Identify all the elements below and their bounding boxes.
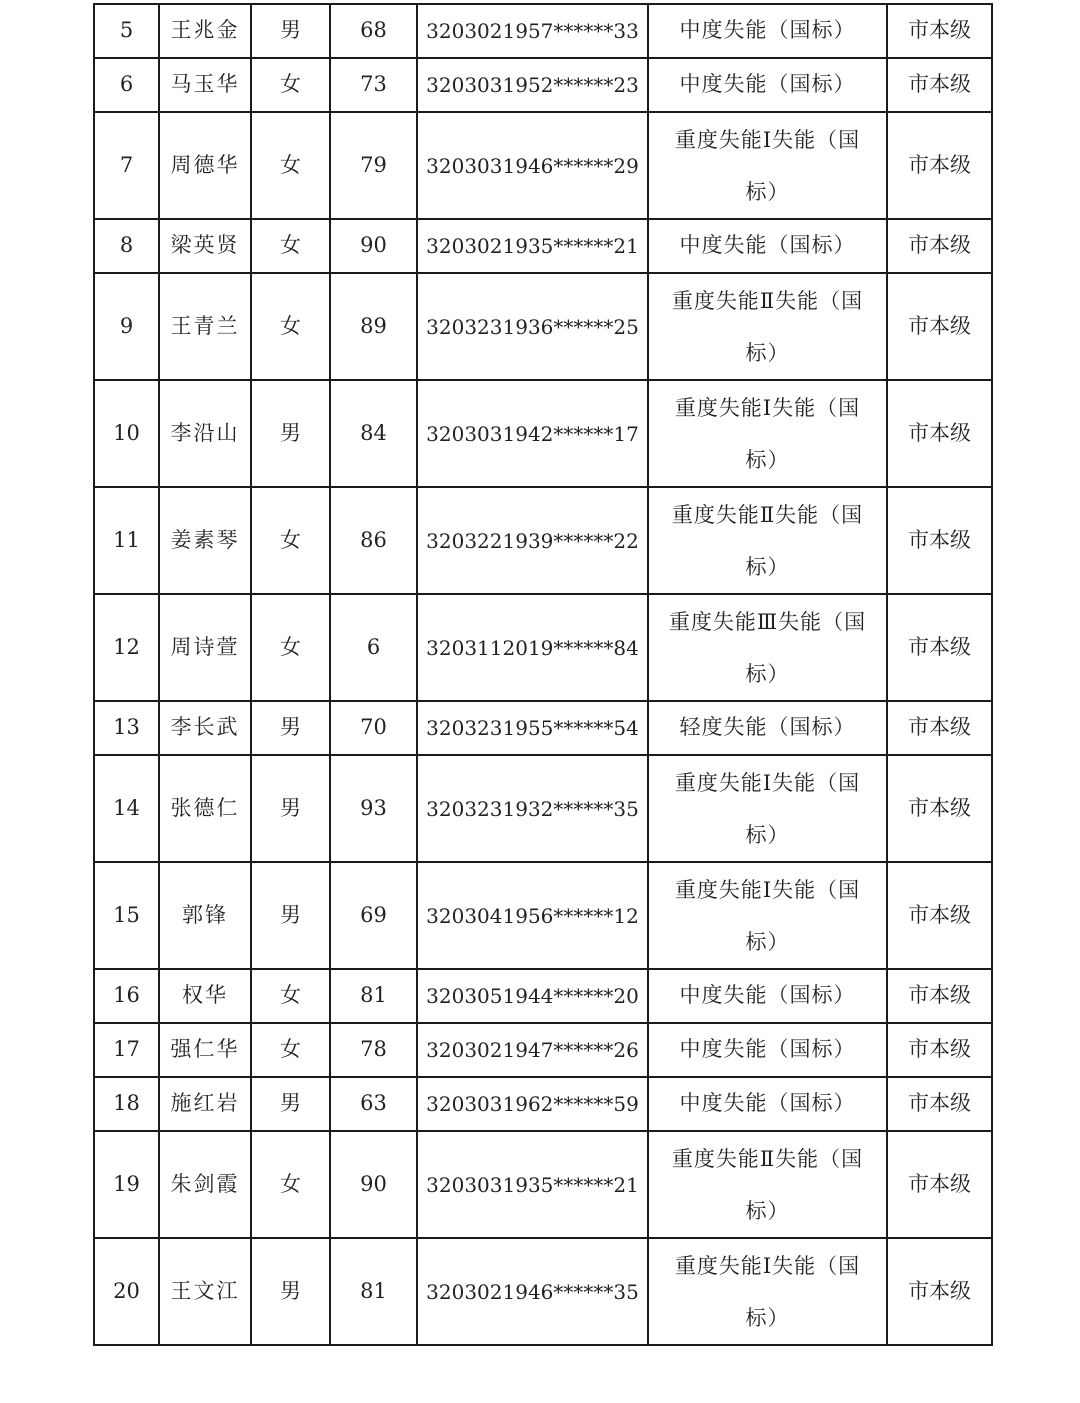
cell-level: 中度失能（国标） xyxy=(648,219,887,273)
cell-age: 81 xyxy=(330,969,417,1023)
table-row xyxy=(94,4,992,58)
cell-name: 姜素琴 xyxy=(159,487,251,594)
cell-level: 重度失能Ⅰ失能（国标） xyxy=(648,1238,887,1345)
cell-gender: 女 xyxy=(251,112,330,219)
table-row xyxy=(94,594,992,701)
cell-id: 3203031952******23 xyxy=(417,58,648,112)
cell-name: 梁英贤 xyxy=(159,219,251,273)
cell-name: 周诗萱 xyxy=(159,594,251,701)
cell-id: 3203231955******54 xyxy=(417,701,648,755)
table-row xyxy=(94,1077,992,1131)
cell-level: 重度失能Ⅰ失能（国标） xyxy=(648,112,887,219)
cell-name: 强仁华 xyxy=(159,1023,251,1077)
cell-age: 78 xyxy=(330,1023,417,1077)
cell-no: 12 xyxy=(94,594,159,701)
cell-id: 3203021935******21 xyxy=(417,219,648,273)
cell-gender: 女 xyxy=(251,1131,330,1238)
cell-no: 17 xyxy=(94,1023,159,1077)
cell-scope: 市本级 xyxy=(887,1023,992,1077)
cell-age: 86 xyxy=(330,487,417,594)
cell-level: 中度失能（国标） xyxy=(648,4,887,58)
cell-scope: 市本级 xyxy=(887,969,992,1023)
table-row xyxy=(94,862,992,969)
cell-id: 3203031962******59 xyxy=(417,1077,648,1131)
cell-no: 20 xyxy=(94,1238,159,1345)
cell-no: 5 xyxy=(94,4,159,58)
cell-name: 权华 xyxy=(159,969,251,1023)
cell-id: 3203031946******29 xyxy=(417,112,648,219)
cell-id: 3203231936******25 xyxy=(417,273,648,380)
cell-age: 81 xyxy=(330,1238,417,1345)
cell-id: 3203041956******12 xyxy=(417,862,648,969)
cell-scope: 市本级 xyxy=(887,380,992,487)
cell-id: 3203021946******35 xyxy=(417,1238,648,1345)
table-row xyxy=(94,755,992,862)
cell-scope: 市本级 xyxy=(887,1238,992,1345)
table-row xyxy=(94,1131,992,1238)
cell-gender: 男 xyxy=(251,701,330,755)
cell-scope: 市本级 xyxy=(887,487,992,594)
table-row xyxy=(94,219,992,273)
cell-name: 张德仁 xyxy=(159,755,251,862)
cell-scope: 市本级 xyxy=(887,273,992,380)
table-row xyxy=(94,969,992,1023)
cell-gender: 男 xyxy=(251,862,330,969)
cell-name: 朱剑霞 xyxy=(159,1131,251,1238)
cell-scope: 市本级 xyxy=(887,1077,992,1131)
cell-id: 3203112019******84 xyxy=(417,594,648,701)
cell-scope: 市本级 xyxy=(887,862,992,969)
cell-level: 重度失能Ⅱ失能（国标） xyxy=(648,1131,887,1238)
table-row xyxy=(94,273,992,380)
cell-level: 中度失能（国标） xyxy=(648,58,887,112)
table-row xyxy=(94,1238,992,1345)
cell-id: 3203031935******21 xyxy=(417,1131,648,1238)
cell-no: 9 xyxy=(94,273,159,380)
cell-gender: 男 xyxy=(251,4,330,58)
cell-level: 轻度失能（国标） xyxy=(648,701,887,755)
cell-scope: 市本级 xyxy=(887,112,992,219)
cell-age: 6 xyxy=(330,594,417,701)
cell-name: 李沿山 xyxy=(159,380,251,487)
cell-gender: 男 xyxy=(251,1238,330,1345)
table-row xyxy=(94,1023,992,1077)
cell-level: 重度失能Ⅲ失能（国标） xyxy=(648,594,887,701)
table-body xyxy=(94,4,992,1345)
cell-level: 重度失能Ⅰ失能（国标） xyxy=(648,380,887,487)
cell-age: 93 xyxy=(330,755,417,862)
table-row xyxy=(94,701,992,755)
cell-level: 中度失能（国标） xyxy=(648,1023,887,1077)
table-row xyxy=(94,58,992,112)
cell-age: 89 xyxy=(330,273,417,380)
cell-gender: 女 xyxy=(251,273,330,380)
cell-scope: 市本级 xyxy=(887,4,992,58)
cell-gender: 女 xyxy=(251,58,330,112)
cell-no: 10 xyxy=(94,380,159,487)
cell-age: 90 xyxy=(330,1131,417,1238)
cell-age: 69 xyxy=(330,862,417,969)
cell-no: 19 xyxy=(94,1131,159,1238)
cell-age: 70 xyxy=(330,701,417,755)
cell-age: 73 xyxy=(330,58,417,112)
cell-id: 3203221939******22 xyxy=(417,487,648,594)
cell-name: 郭锋 xyxy=(159,862,251,969)
cell-id: 3203021947******26 xyxy=(417,1023,648,1077)
disability-list-table xyxy=(93,3,993,1346)
cell-scope: 市本级 xyxy=(887,219,992,273)
cell-age: 79 xyxy=(330,112,417,219)
cell-no: 15 xyxy=(94,862,159,969)
cell-level: 中度失能（国标） xyxy=(648,1077,887,1131)
cell-no: 14 xyxy=(94,755,159,862)
cell-gender: 男 xyxy=(251,380,330,487)
cell-name: 王青兰 xyxy=(159,273,251,380)
cell-scope: 市本级 xyxy=(887,701,992,755)
cell-name: 马玉华 xyxy=(159,58,251,112)
cell-gender: 女 xyxy=(251,969,330,1023)
cell-no: 16 xyxy=(94,969,159,1023)
cell-id: 3203031942******17 xyxy=(417,380,648,487)
cell-level: 重度失能Ⅰ失能（国标） xyxy=(648,862,887,969)
cell-age: 90 xyxy=(330,219,417,273)
cell-scope: 市本级 xyxy=(887,58,992,112)
cell-level: 重度失能Ⅱ失能（国标） xyxy=(648,273,887,380)
cell-age: 68 xyxy=(330,4,417,58)
cell-name: 王文江 xyxy=(159,1238,251,1345)
cell-scope: 市本级 xyxy=(887,594,992,701)
cell-id: 3203051944******20 xyxy=(417,969,648,1023)
cell-gender: 女 xyxy=(251,487,330,594)
cell-age: 84 xyxy=(330,380,417,487)
cell-gender: 女 xyxy=(251,1023,330,1077)
cell-gender: 女 xyxy=(251,594,330,701)
cell-id: 3203021957******33 xyxy=(417,4,648,58)
cell-no: 11 xyxy=(94,487,159,594)
cell-name: 施红岩 xyxy=(159,1077,251,1131)
cell-scope: 市本级 xyxy=(887,755,992,862)
cell-no: 13 xyxy=(94,701,159,755)
table-row xyxy=(94,112,992,219)
cell-name: 周德华 xyxy=(159,112,251,219)
cell-gender: 男 xyxy=(251,755,330,862)
cell-level: 重度失能Ⅱ失能（国标） xyxy=(648,487,887,594)
cell-gender: 男 xyxy=(251,1077,330,1131)
cell-age: 63 xyxy=(330,1077,417,1131)
cell-no: 8 xyxy=(94,219,159,273)
cell-level: 重度失能Ⅰ失能（国标） xyxy=(648,755,887,862)
table-row xyxy=(94,380,992,487)
cell-no: 18 xyxy=(94,1077,159,1131)
cell-id: 3203231932******35 xyxy=(417,755,648,862)
table-row xyxy=(94,487,992,594)
cell-name: 李长武 xyxy=(159,701,251,755)
cell-no: 7 xyxy=(94,112,159,219)
cell-no: 6 xyxy=(94,58,159,112)
cell-level: 中度失能（国标） xyxy=(648,969,887,1023)
cell-gender: 女 xyxy=(251,219,330,273)
cell-name: 王兆金 xyxy=(159,4,251,58)
cell-scope: 市本级 xyxy=(887,1131,992,1238)
